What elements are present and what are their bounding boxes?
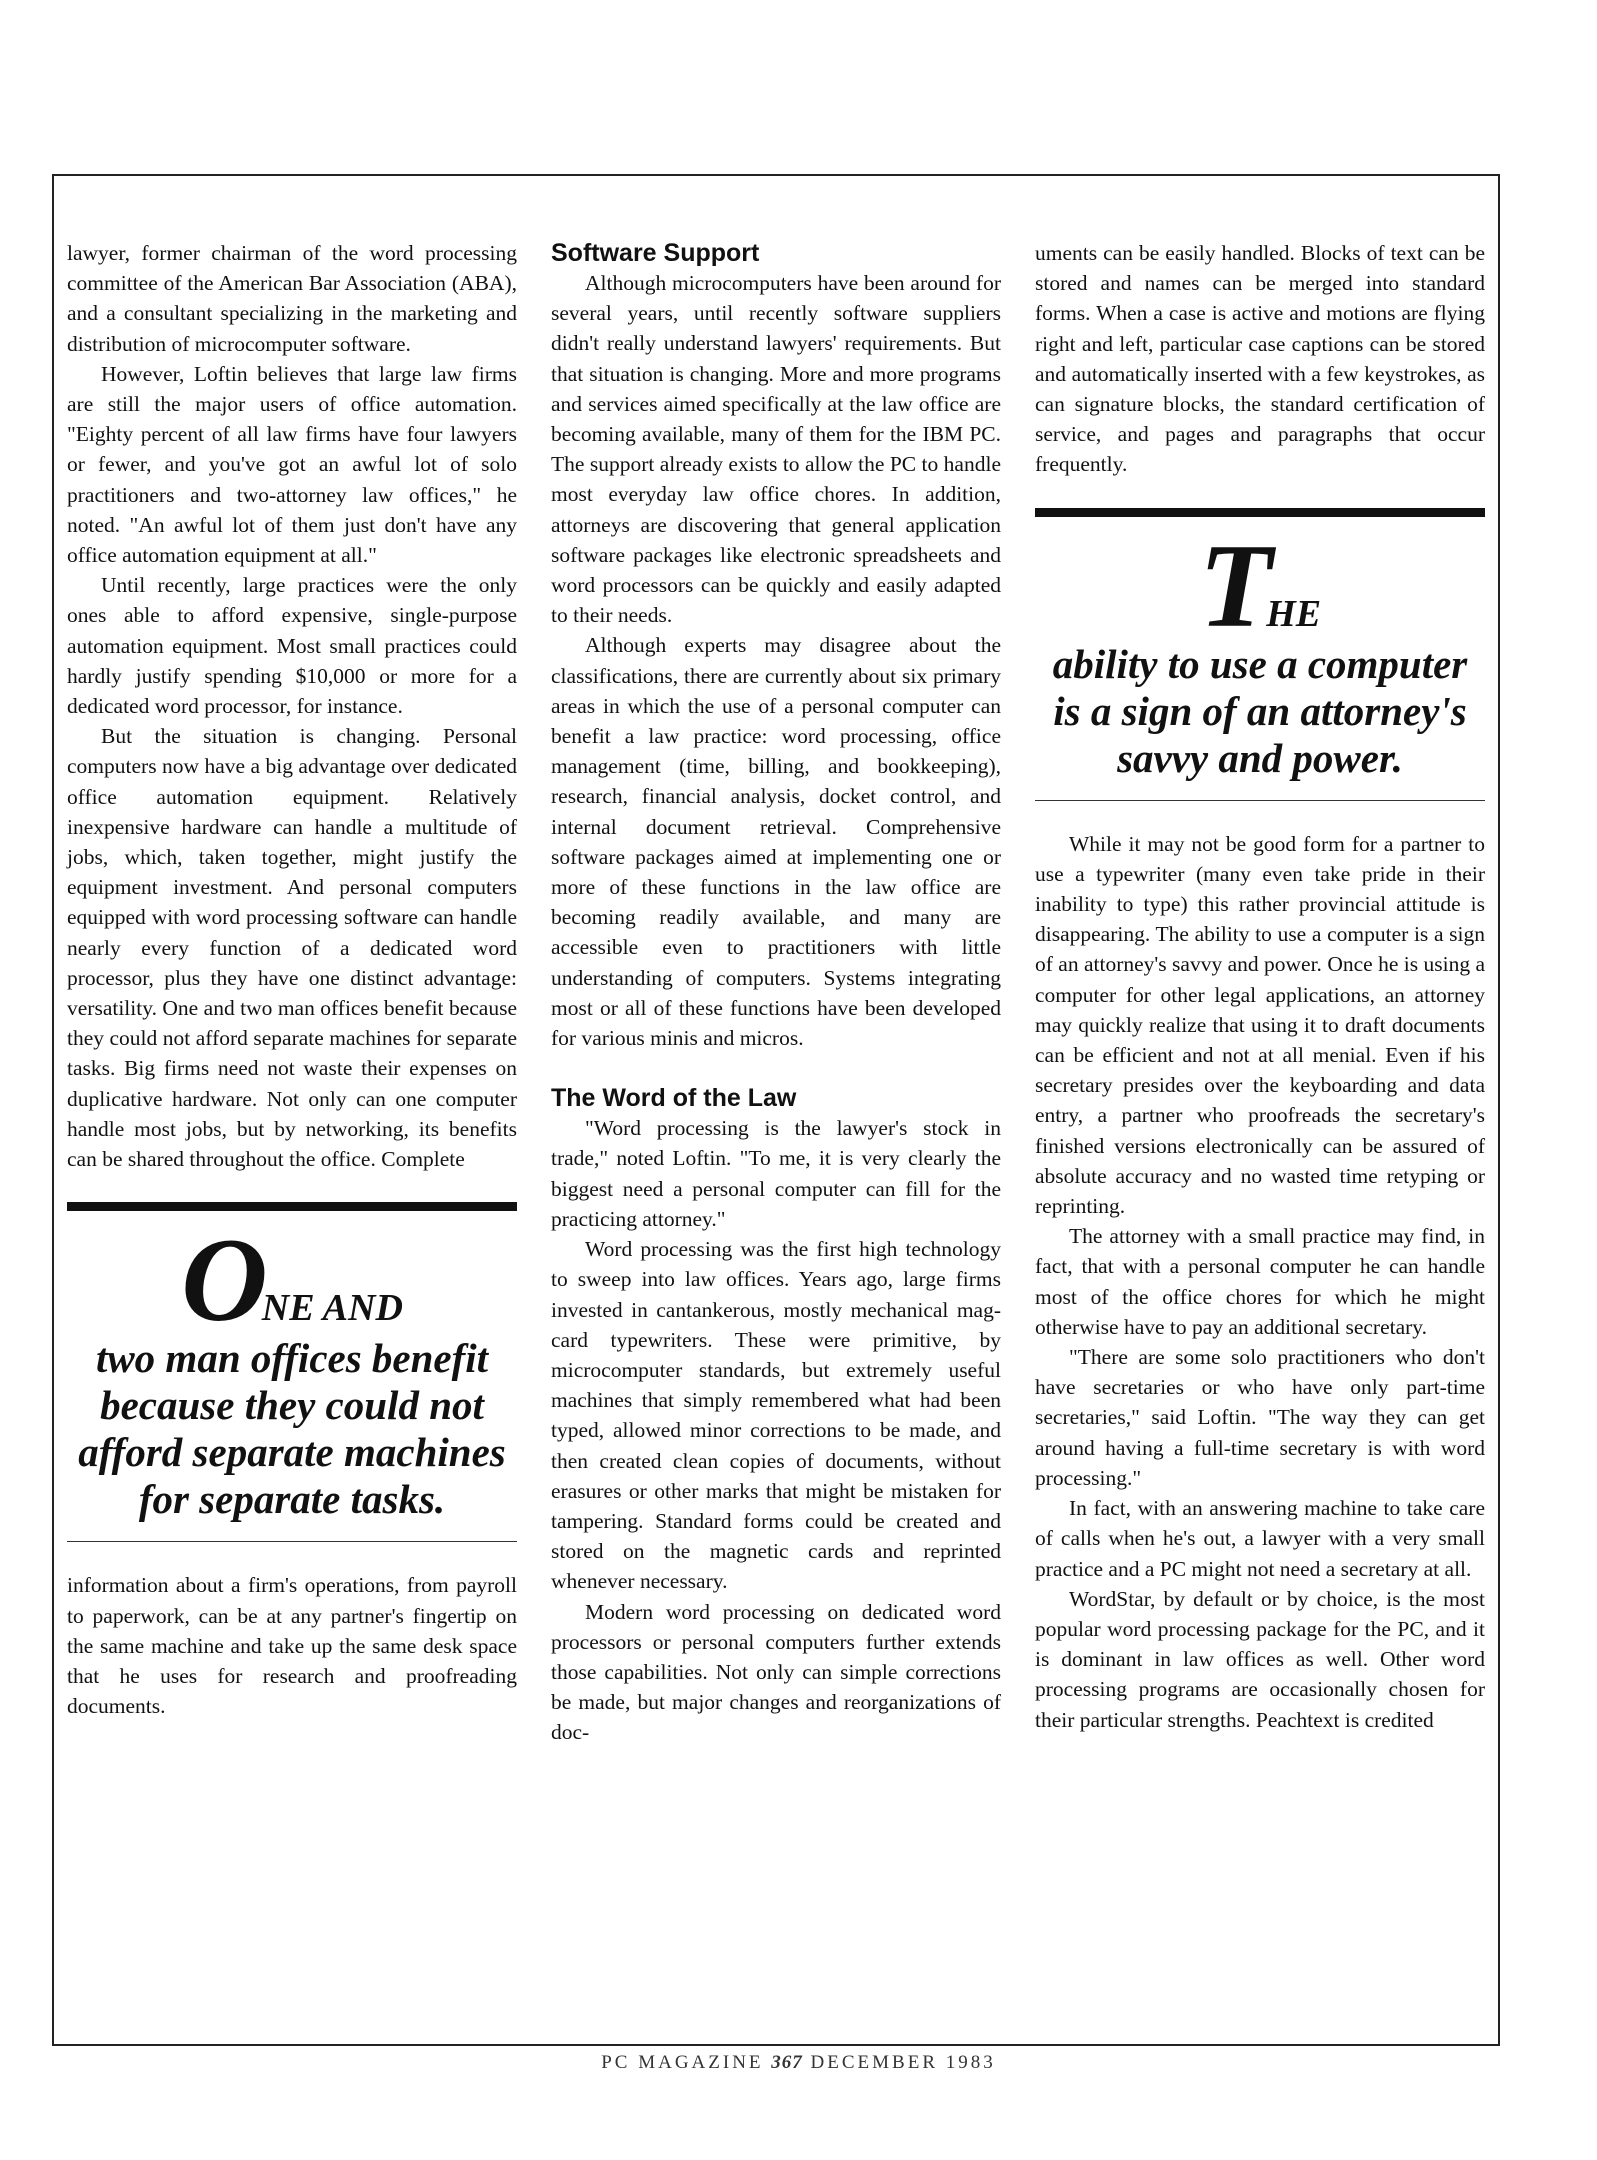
section-heading: Software Support <box>551 239 760 267</box>
drop-cap: T <box>1198 518 1267 652</box>
paragraph: The attorney with a small practice may find, in fact, that with a personal computer he can handle most of the office chores for which he might otherwise have to pay an additional secretary. <box>1035 1224 1485 1339</box>
article-frame <box>52 174 1500 2046</box>
paragraph: "There are some solo practitioners who don't have secretaries or who have only part-time secretaries," said Loftin. "The way they can get around having a full-time secretary is with word processing." <box>1035 1345 1485 1490</box>
page-number: 367 <box>771 2052 803 2073</box>
paragraph: information about a firm's operations, from payroll to paperwork, can be at any partner's fingertip on the same machine and take up the same desk space that he uses for research and proofreading documents. <box>67 1573 517 1719</box>
magazine-name: PC MAGAZINE <box>601 2052 764 2073</box>
pull-quote-rule <box>67 1202 517 1211</box>
pull-quote-text: two man offices benefit because they could not afford separate machines for separate tasks. <box>78 1335 506 1523</box>
pull-quote <box>67 1202 517 1542</box>
page-footer <box>0 2052 1597 2074</box>
paragraph: WordStar, by default or by choice, is the most popular word processing package for the PC, and it is dominant in law offices as well. Other word processing programs are occasionally chosen for their particular strengths. Peachtext is credited <box>1035 1586 1485 1732</box>
paragraph: Although microcomputers have been around for several years, until recently software suppliers didn't really understand lawyers' requirements. But that situation is changing. More and more programs and services aimed specifically at the law office are becoming available, many of them for the IBM PC. The support already exists to allow the PC to handle most everyday law office chores. In addition, attorneys are discovering that general application software packages like electronic spreadsheets and word processors can be quickly and easily adapted to their needs. <box>551 271 1001 628</box>
column-1 <box>67 238 517 1721</box>
paragraph: In fact, with an answering machine to take care of calls when he's out, a lawyer with a very small practice and a PC might not need a secretary at all. <box>1035 1496 1485 1581</box>
paragraph: "Word processing is the lawyer's stock in trade," noted Loftin. "To me, it is very clearly the biggest need a personal computer can fill for the practicing attorney." <box>551 1116 1001 1231</box>
paragraph: Although experts may disagree about the classifications, there are currently about six primary areas in which the use of a personal computer can benefit a law practice: word processing, office management (time, billing, and bookkeeping), research, financial analysis, docket control, and internal document retrieval. Comprehensive software packages aimed at implementing one or more of these functions in the law office are becoming readily available, and many are accessible even to practitioners with little understanding of computers. Systems integrating most or all of these functions have been developed for various minis and micros. <box>551 633 1001 1051</box>
pull-quote-divider <box>1035 800 1485 801</box>
column-2 <box>551 238 1001 1748</box>
pull-quote-rule <box>1035 508 1485 517</box>
paragraph: However, Loftin believes that large law firms are still the major users of office automation. "Eighty percent of all law firms have four lawyers or fewer, and you've got an awful lot of solo practitioners and two-attorney law offices," he noted. "An awful lot of them just don't have any office automation equipment at all." <box>67 361 517 568</box>
paragraph: Word processing was the first high technology to sweep into law offices. Years ago, large firms invested in cantankerous, mostly mechanical mag-card typewriters. These were primitive, by microcomputer standards, but extremely useful machines that simply remembered what had been typed, allowed minor corrections to be made, and then created clean copies of documents, without erasures or other marks that might be mistaken for tampering. Standard forms could be created and stored on the magnetic cards and reprinted whenever necessary. <box>551 1237 1001 1594</box>
column-3 <box>1035 238 1485 1735</box>
paragraph: lawyer, former chairman of the word processing committee of the American Bar Association (ABA), and a consultant specializing in the marketing and distribution of microcomputer software. <box>67 241 517 356</box>
section-heading: The Word of the Law <box>551 1084 797 1113</box>
pull-quote-divider <box>67 1541 517 1542</box>
paragraph: Modern word processing on dedicated word processors or personal computers further extends those capabilities. Not only can simple corrections be made, but major changes and reorganizations of doc- <box>551 1599 1001 1745</box>
drop-cap-rest: NE AND <box>261 1287 403 1330</box>
paragraph: While it may not be good form for a partner to use a typewriter (many even take pride in their inability to type) this rather provincial attitude is disappearing. The ability to use a computer is a sign of an attorney's savvy and power. Once he is using a computer for other legal applications, an attorney may quickly realize that using it to draft documents can be efficient and not at all menial. Even if his secretary presides over the keyboarding and data entry, a partner who proofreads the secretary's finished versions electronically can be assured of absolute accuracy and no wasted time retyping or reprinting. <box>1035 831 1485 1219</box>
drop-cap-rest: HE <box>1266 592 1322 635</box>
pull-quote <box>1035 508 1485 801</box>
paragraph: But the situation is changing. Personal computers now have a big advantage over dedicated office automation equipment. Relatively inexpensive hardware can handle a multitude of jobs, which, taken together, might justify the equipment investment. And personal computers equipped with word processing software can handle nearly every function of a dedicated word processor, plus they have one distinct advantage: versatility. One and two man offices benefit because they could not afford separate machines for separate tasks. Big firms need not waste their expenses on duplicative hardware. Not only can one computer handle most jobs, but by networking, its benefits can be shared throughout the office. Complete <box>67 724 517 1172</box>
drop-cap: O <box>181 1213 262 1347</box>
paragraph: Until recently, large practices were the only ones able to afford expensive, single-purpose automation equipment. Most small practices could hardly justify spending $10,000 or more for a dedicated word processor, for instance. <box>67 573 517 719</box>
issue-date: DECEMBER 1983 <box>810 2052 996 2073</box>
paragraph: uments can be easily handled. Blocks of text can be stored and names can be merged into standard forms. When a case is active and motions are flying right and left, particular case captions can be stored and automatically inserted with a few keystrokes, as can signature blocks, the standard certification of service, and pages and paragraphs that occur frequently. <box>1035 241 1485 477</box>
pull-quote-text: ability to use a computer is a sign of an attorney's savvy and power. <box>1052 640 1468 781</box>
